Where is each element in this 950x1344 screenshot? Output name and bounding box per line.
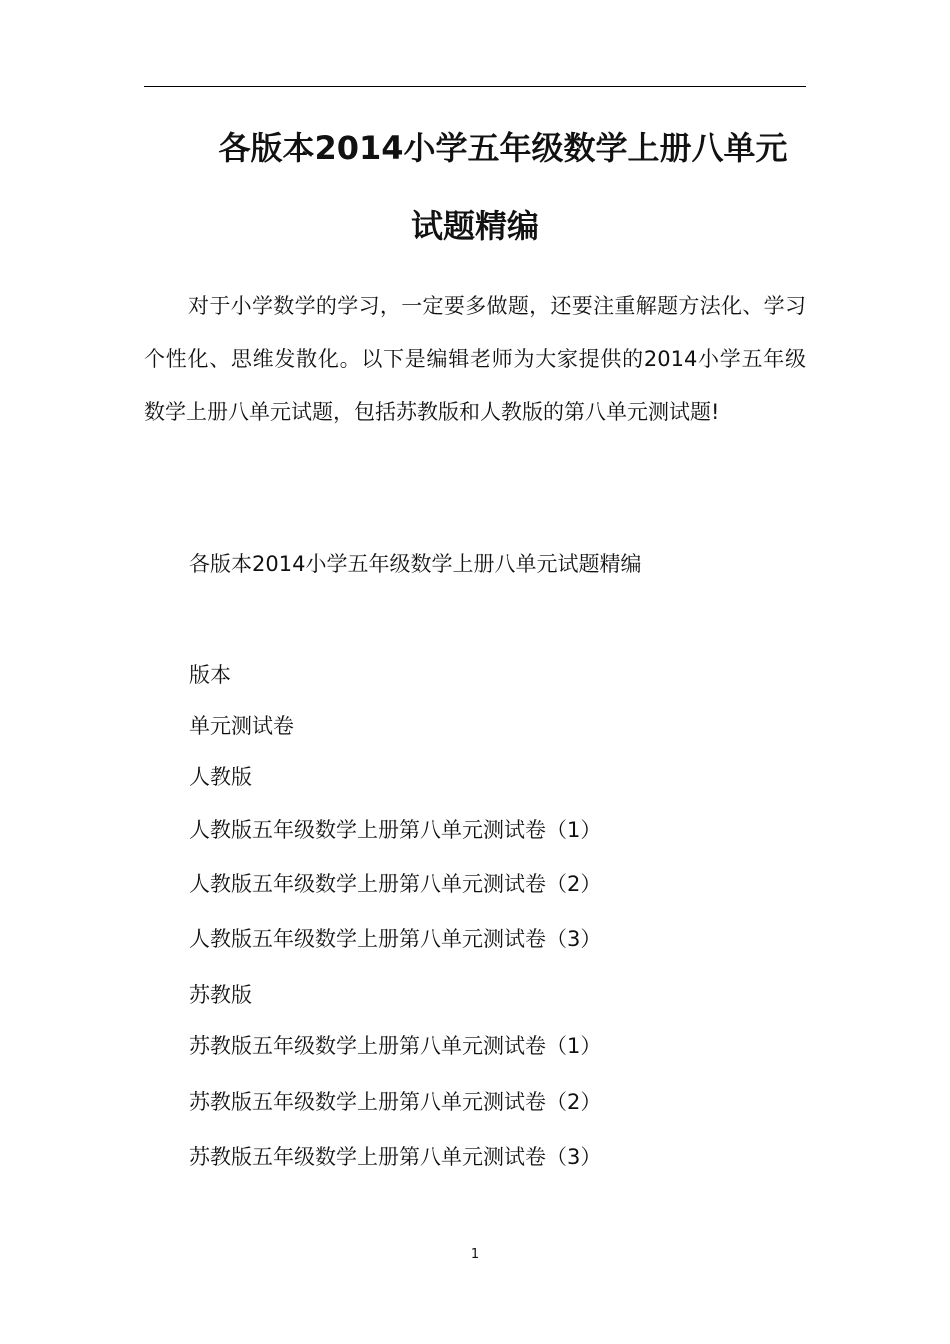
document-title-line-1: 各版本2014小学五年级数学上册八单元 bbox=[218, 129, 788, 167]
list-item-sujiao-1[interactable]: 苏教版五年级数学上册第八单元测试卷（1） bbox=[189, 1034, 602, 1058]
section-name-sujiao: 苏教版 bbox=[189, 983, 252, 1007]
table-header-version: 版本 bbox=[189, 663, 231, 687]
document-title-line-2: 试题精编 bbox=[410, 207, 539, 245]
list-item-sujiao-3[interactable]: 苏教版五年级数学上册第八单元测试卷（3） bbox=[189, 1145, 602, 1169]
list-item-renjiao-3[interactable]: 人教版五年级数学上册第八单元测试卷（3） bbox=[189, 927, 602, 951]
intro-paragraph: 对于小学数学的学习，一定要多做题，还要注重解题方法化、学习个性化、思维发散化。以下是编辑老师为大家提供的2014小学五年级数学上册八单元试题，包括苏教版和人教版的第八单元测试题! bbox=[144, 294, 806, 424]
list-item-renjiao-1[interactable]: 人教版五年级数学上册第八单元测试卷（1） bbox=[189, 818, 602, 842]
section-name-renjiao: 人教版 bbox=[189, 765, 252, 789]
list-item-renjiao-2[interactable]: 人教版五年级数学上册第八单元测试卷（2） bbox=[189, 872, 602, 896]
subtitle-line: 各版本2014小学五年级数学上册八单元试题精编 bbox=[189, 552, 642, 576]
page-number: 1 bbox=[470, 1247, 480, 1262]
list-item-sujiao-2[interactable]: 苏教版五年级数学上册第八单元测试卷（2） bbox=[189, 1090, 602, 1114]
table-header-unit-test: 单元测试卷 bbox=[189, 714, 294, 738]
header-rule bbox=[144, 86, 806, 87]
